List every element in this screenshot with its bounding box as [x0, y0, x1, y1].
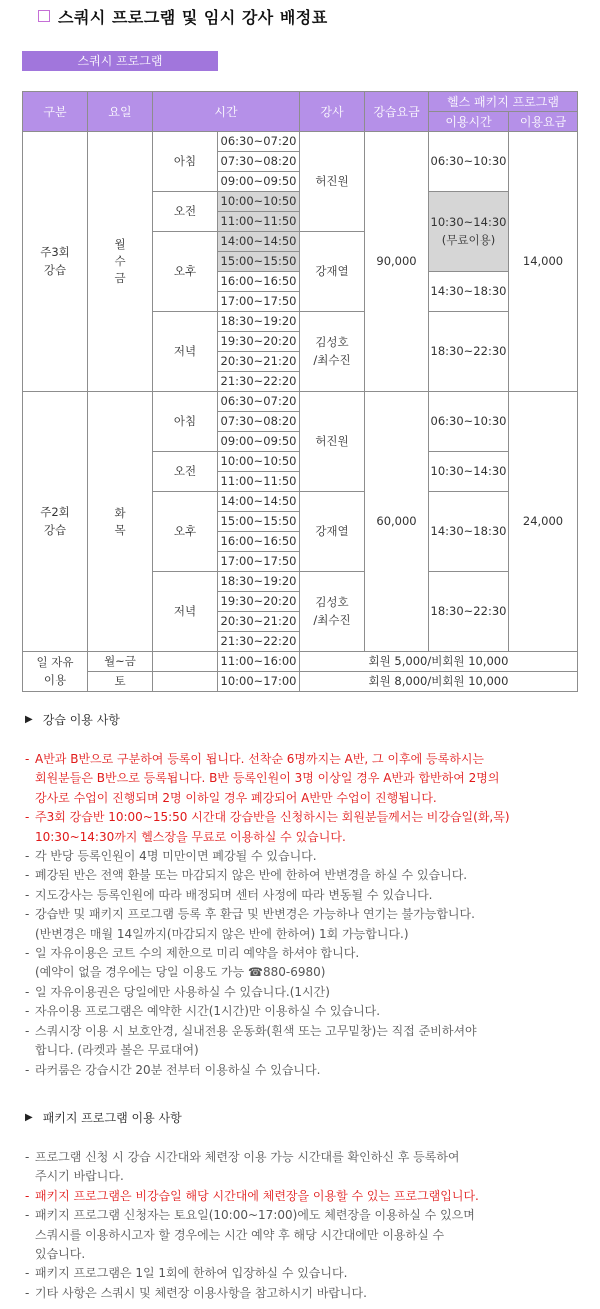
period-cell: 아침 — [153, 392, 218, 452]
note-item — [25, 1187, 585, 1206]
triangle-bullet-icon: ▶ — [25, 713, 33, 725]
time-slot: 16:00~16:50 — [218, 272, 300, 292]
time-slot: 21:30~22:20 — [218, 632, 300, 652]
time-slot: 18:30~19:20 — [218, 572, 300, 592]
note-line: 라커룸은 강습시간 20분 전부터 이용하실 수 있습니다. — [35, 1062, 321, 1077]
page-title: 스쿼시 프로그램 및 임시 강사 배정표 — [58, 7, 328, 27]
usage-time-cell: 06:30~10:30 — [429, 392, 509, 452]
note-item — [25, 866, 585, 885]
empty-cell — [153, 652, 218, 672]
note-text — [35, 983, 585, 1002]
note-item — [25, 1148, 585, 1187]
note-item — [25, 1022, 585, 1061]
period-cell: 아침 — [153, 132, 218, 192]
note-item — [25, 886, 585, 905]
note-line: 기타 사항은 스쿼시 및 체련장 이용사항을 참고하시기 바랍니다. — [35, 1285, 367, 1300]
time-slot: 20:30~21:20 — [218, 352, 300, 372]
time-slot: 14:00~14:50 — [218, 232, 300, 252]
note-text — [35, 750, 585, 808]
time-slot: 17:00~17:50 — [218, 552, 300, 572]
note-item — [25, 944, 585, 983]
instructor-cell: 김성호 /최수진 — [300, 572, 365, 652]
note-item — [25, 1264, 585, 1283]
price-cell: 회원 8,000/비회원 10,000 — [300, 672, 578, 692]
note-line: 폐강된 반은 전액 환불 또는 마감되지 않은 반에 한하여 반변경을 하실 수 있습니다. — [35, 868, 468, 883]
empty-cell — [153, 672, 218, 692]
note-line: 패키지 프로그램은 1일 1회에 한하여 입장하실 수 있습니다. — [35, 1266, 348, 1281]
header-lesson-fee: 강습요금 — [365, 92, 429, 132]
time-slot: 10:00~10:50 — [218, 452, 300, 472]
period-cell: 오후 — [153, 232, 218, 312]
dash-bullet: - — [25, 849, 30, 864]
note-line: 프로그램 신청 시 강습 시간대와 체련장 이용 가능 시간대를 확인하신 후 등록하여 — [35, 1150, 460, 1164]
dash-bullet: - — [25, 1062, 30, 1077]
dash-bullet: - — [25, 1208, 30, 1223]
period-cell: 저녁 — [153, 312, 218, 392]
note-line: 스쿼시장 이용 시 보호안경, 실내전용 운동화(흰색 또는 고무밑창)는 직접 준비하셔야 — [35, 1023, 477, 1038]
day-cell: 월 수 금 — [88, 132, 153, 392]
time-slot: 18:30~19:20 — [218, 312, 300, 332]
time-slot: 11:00~11:50 — [218, 472, 300, 492]
note-item — [25, 1061, 585, 1080]
time-slot: 06:30~07:20 — [218, 392, 300, 412]
note-text — [35, 1187, 585, 1206]
note-text — [35, 1206, 585, 1264]
note-line: 합니다. (라켓과 볼은 무료대여) — [35, 1043, 199, 1058]
note-line: 패키지 프로그램 신청자는 토요일(10:00~17:00)에도 체련장을 이용하실 수 있으며 — [35, 1208, 475, 1223]
note-line: 각 반당 등록인원이 4명 미만이면 폐강될 수 있습니다. — [35, 849, 317, 864]
note-text — [35, 866, 585, 885]
dash-bullet: - — [25, 1285, 30, 1300]
instructor-cell: 강재열 — [300, 492, 365, 572]
time-slot: 16:00~16:50 — [218, 532, 300, 552]
note-text — [35, 1264, 585, 1283]
period-cell: 오전 — [153, 452, 218, 492]
time-slot: 09:00~09:50 — [218, 432, 300, 452]
section-heading-package: ▶ 패키지 프로그램 이용 사항 — [25, 1110, 182, 1125]
dash-bullet: - — [25, 752, 30, 766]
note-line: (반변경은 매월 14일까지(마감되지 않은 반에 한하여) 1회 가능합니다.) — [35, 926, 409, 941]
note-text — [35, 1061, 585, 1080]
note-line: (예약이 없을 경우에는 당일 이용도 가능 ☎880-6980) — [35, 965, 326, 980]
usage-fee-cell: 14,000 — [509, 132, 578, 392]
note-item — [25, 808, 585, 847]
day-cell: 화 목 — [88, 392, 153, 652]
instructor-cell: 허진원 — [300, 392, 365, 492]
note-text — [35, 1284, 585, 1303]
time-slot: 15:00~15:50 — [218, 512, 300, 532]
note-line: 일 자유이용권은 당일에만 사용하실 수 있습니다.(1시간) — [35, 984, 330, 999]
category-cell: 주2회 강습 — [23, 392, 88, 652]
time-slot: 11:00~11:50 — [218, 212, 300, 232]
day-cell: 월~금 — [88, 652, 153, 672]
header-category: 구분 — [23, 92, 88, 132]
note-line: A반과 B반으로 구분하여 등록이 됩니다. 선착순 6명까지는 A반, 그 이후에 등록하시는 — [35, 752, 485, 766]
dash-bullet: - — [25, 1150, 30, 1164]
note-text — [35, 847, 585, 866]
usage-time-cell: 14:30~18:30 — [429, 492, 509, 572]
header-time: 시간 — [153, 92, 300, 132]
note-item — [25, 1206, 585, 1264]
program-label: 스쿼시 프로그램 — [22, 51, 218, 71]
header-package: 헬스 패키지 프로그램 — [429, 92, 578, 112]
note-line: 지도강사는 등록인원에 따라 배정되며 센터 사정에 따라 변동될 수 있습니다. — [35, 887, 433, 902]
note-line: 주3회 강습반 10:00~15:50 시간대 강습반을 신청하시는 회원분들께서는 비강습일(화,목) — [35, 810, 510, 825]
time-slot: 14:00~14:50 — [218, 492, 300, 512]
time-slot: 07:30~08:20 — [218, 412, 300, 432]
note-text — [35, 1002, 585, 1021]
note-text — [35, 1148, 585, 1187]
time-slot: 11:00~16:00 — [218, 652, 300, 672]
time-slot: 15:00~15:50 — [218, 252, 300, 272]
time-slot: 09:00~09:50 — [218, 172, 300, 192]
note-line: 일 자유이용은 코트 수의 제한으로 미리 예약을 하셔야 합니다. — [35, 946, 360, 961]
note-text — [35, 886, 585, 905]
note-item — [25, 847, 585, 866]
period-cell: 오후 — [153, 492, 218, 572]
note-text — [35, 808, 585, 847]
note-item — [25, 1002, 585, 1021]
period-cell: 오전 — [153, 192, 218, 232]
usage-fee-cell: 24,000 — [509, 392, 578, 652]
category-cell: 주3회 강습 — [23, 132, 88, 392]
triangle-bullet-icon: ▶ — [25, 1111, 33, 1123]
package-notes — [25, 1148, 585, 1303]
time-slot: 10:00~10:50 — [218, 192, 300, 212]
usage-time-cell: 14:30~18:30 — [429, 272, 509, 312]
usage-time-cell: 10:30~14:30 (무료이용) — [429, 192, 509, 272]
note-line: 10:30~14:30까지 헬스장을 무료로 이용하실 수 있습니다. — [35, 829, 346, 844]
dash-bullet: - — [25, 887, 30, 902]
dash-bullet: - — [25, 984, 30, 999]
time-slot: 19:30~20:20 — [218, 332, 300, 352]
note-item — [25, 750, 585, 808]
note-item — [25, 983, 585, 1002]
note-line: 강습반 및 패키지 프로그램 등록 후 환급 및 반변경은 가능하나 연기는 불가능합니다. — [35, 907, 475, 922]
note-text — [35, 905, 585, 944]
section-heading-lesson: ▶ 강습 이용 사항 — [25, 712, 120, 727]
instructor-cell: 허진원 — [300, 132, 365, 232]
time-slot: 19:30~20:20 — [218, 592, 300, 612]
time-slot: 21:30~22:20 — [218, 372, 300, 392]
note-line: 자유이용 프로그램은 예약한 시간(1시간)만 이용하실 수 있습니다. — [35, 1004, 381, 1019]
lesson-fee-cell: 60,000 — [365, 392, 429, 652]
note-line: 패키지 프로그램은 비강습일 해당 시간대에 체련장을 이용할 수 있는 프로그램입니다. — [35, 1188, 479, 1203]
dash-bullet: - — [25, 907, 30, 922]
note-line: 주시기 바랍니다. — [35, 1169, 124, 1184]
time-slot: 06:30~07:20 — [218, 132, 300, 152]
dash-bullet: - — [25, 1023, 30, 1038]
time-slot: 20:30~21:20 — [218, 612, 300, 632]
instructor-cell: 김성호 /최수진 — [300, 312, 365, 392]
dash-bullet: - — [25, 810, 30, 825]
note-item — [25, 905, 585, 944]
note-text — [35, 944, 585, 983]
category-cell: 일 자유 이용 — [23, 652, 88, 692]
title-row — [38, 5, 328, 27]
price-cell: 회원 5,000/비회원 10,000 — [300, 652, 578, 672]
dash-bullet: - — [25, 868, 30, 883]
header-usage-fee: 이용요금 — [509, 112, 578, 132]
instructor-cell: 강재열 — [300, 232, 365, 312]
time-slot: 10:00~17:00 — [218, 672, 300, 692]
period-cell: 저녁 — [153, 572, 218, 652]
note-line: 스쿼시를 이용하시고자 할 경우에는 시간 예약 후 해당 시간대에만 이용하실 수 — [35, 1227, 445, 1242]
dash-bullet: - — [25, 946, 30, 961]
dash-bullet: - — [25, 1188, 30, 1203]
header-day: 요일 — [88, 92, 153, 132]
usage-time-cell: 10:30~14:30 — [429, 452, 509, 492]
header-instructor: 강사 — [300, 92, 365, 132]
note-line: 있습니다. — [35, 1247, 86, 1262]
schedule-table — [22, 91, 578, 692]
usage-time-cell: 18:30~22:30 — [429, 312, 509, 392]
time-slot: 17:00~17:50 — [218, 292, 300, 312]
lesson-fee-cell: 90,000 — [365, 132, 429, 392]
note-line: 강사로 수업이 진행되며 2명 이하일 경우 폐강되어 A반만 수업이 진행됩니다. — [35, 790, 437, 805]
dash-bullet: - — [25, 1266, 30, 1281]
checkbox-square-icon — [38, 10, 50, 22]
note-text — [35, 1022, 585, 1061]
note-item — [25, 1284, 585, 1303]
day-cell: 토 — [88, 672, 153, 692]
note-line: 회원분들은 B반으로 등록됩니다. B반 등록인원이 3명 이상일 경우 A반과 합반하여 2명의 — [35, 771, 500, 786]
header-usage-time: 이용시간 — [429, 112, 509, 132]
lesson-notes — [25, 750, 585, 1080]
usage-time-cell: 06:30~10:30 — [429, 132, 509, 192]
dash-bullet: - — [25, 1004, 30, 1019]
time-slot: 07:30~08:20 — [218, 152, 300, 172]
usage-time-cell: 18:30~22:30 — [429, 572, 509, 652]
